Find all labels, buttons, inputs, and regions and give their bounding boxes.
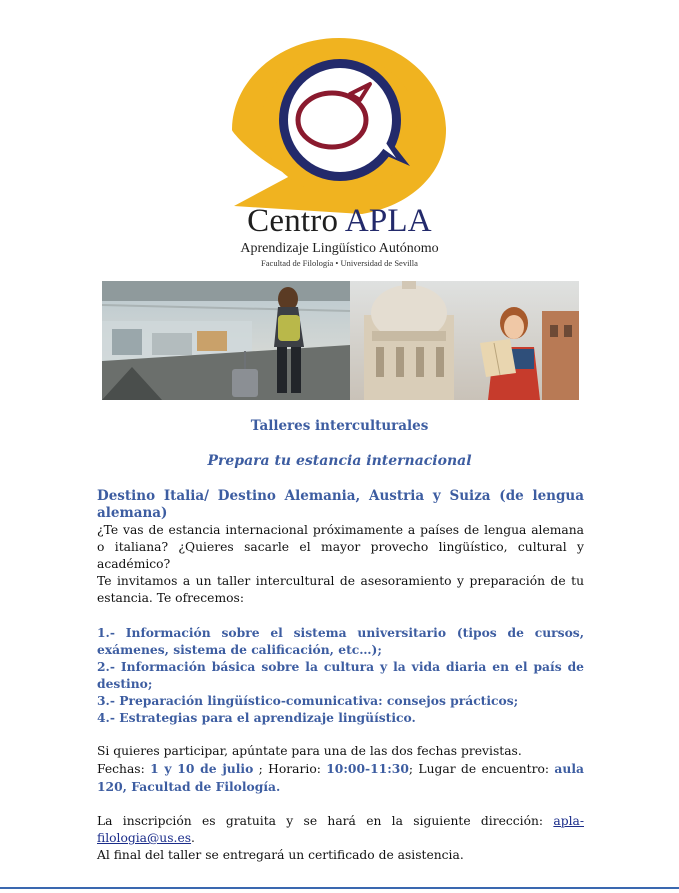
certificate-text: Al final del taller se entregará un certificado de asistencia. <box>97 848 464 862</box>
brand-name: Centro APLA <box>247 203 432 239</box>
dates-value: 1 y 10 de julio <box>150 761 254 776</box>
brand-subtitle: Aprendizaje Lingüístico Autónomo <box>240 241 439 256</box>
registration-text: La inscripción es gratuita y se hará en la siguiente dirección: apla-filologia@us.es. <box>97 814 584 845</box>
rome-tourist-photo <box>350 281 579 400</box>
photo-banner <box>102 281 579 400</box>
bottom-divider <box>0 887 679 889</box>
page-title: Talleres interculturales <box>250 418 429 434</box>
intro-paragraph-1: ¿Te vas de estancia internacional próximamente a países de lengua alemana o italiana? ¿Quieres sacarle el mayor provecho lingüístico, cultural y académico? <box>97 523 584 571</box>
participation-text: Si quieres participar, apúntate para una de las dos fechas previstas. <box>97 744 522 758</box>
intro-paragraph-2: Te invitamos a un taller intercultural de asesoramiento y preparación de tu estancia. Te ofrecemos: <box>97 574 584 605</box>
body-content <box>97 488 584 864</box>
offer-item-1: 1.- Información sobre el sistema universitario (tipos de cursos, exámenes, sistema de calificación, etc…); <box>97 625 584 657</box>
airport-traveler-photo <box>102 281 350 400</box>
brand-faculty: Facultad de Filología • Universidad de Sevilla <box>261 258 418 268</box>
offer-item-4: 4.- Estrategias para el aprendizaje lingüístico. <box>97 710 416 725</box>
hours-value: 10:00-11:30 <box>326 761 409 776</box>
destination-heading: Destino Italia/ Destino Alemania, Austria y Suiza (de lengua alemana) <box>97 488 584 521</box>
schedule-line: Fechas: 1 y 10 de julio ; Horario: 10:00-11:30; Lugar de encuentro: aula 120, Facultad de Filología. <box>97 761 584 794</box>
offer-item-2: 2.- Información básica sobre la cultura y la vida diaria en el país de destino; <box>97 659 584 691</box>
place-value: aula 120, Facultad de Filología. <box>97 761 584 794</box>
page-subtitle: Prepara tu estancia internacional <box>207 453 472 469</box>
email-link[interactable]: apla-filologia@us.es <box>97 814 584 845</box>
offer-item-3: 3.- Preparación lingüístico-comunicativa: consejos prácticos; <box>97 693 519 708</box>
